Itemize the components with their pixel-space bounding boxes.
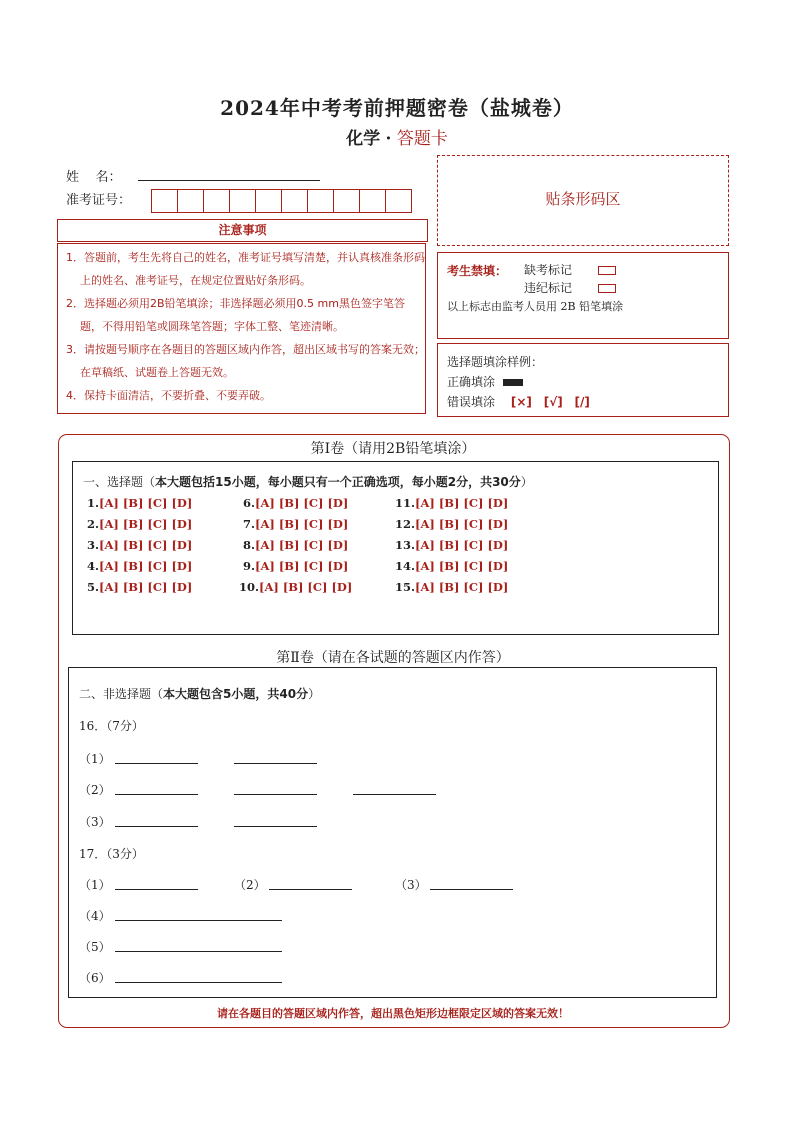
wrong-mark: [/] xyxy=(574,395,590,409)
correct-fill-label: 正确填涂 xyxy=(447,375,496,389)
wrong-mark: [√] xyxy=(543,395,563,409)
part2-block xyxy=(68,667,717,998)
mc-question-14 xyxy=(395,559,508,573)
section-title-detail: 本大题包括15小题，每小题只有一个正确选项，每小题2分，共30分 xyxy=(155,475,521,489)
absent-mark-box[interactable] xyxy=(598,266,616,275)
id-digit-box[interactable] xyxy=(307,189,334,213)
mc-question-5 xyxy=(87,580,192,594)
answer-line[interactable] xyxy=(234,826,317,827)
mc-options[interactable]: [A] [B] [C] [D] xyxy=(99,580,193,594)
fill-example-title: 选择题填涂样例： xyxy=(447,355,544,369)
sub-label: （2） xyxy=(234,878,266,892)
forbidden-note: 以上标志由监考人员用 2B 铅笔填涂 xyxy=(447,300,624,313)
barcode-area xyxy=(437,155,729,246)
sub-label: （5） xyxy=(79,940,111,954)
mc-question-11 xyxy=(395,496,508,510)
notes-header xyxy=(57,219,428,242)
id-digit-box[interactable] xyxy=(333,189,360,213)
mc-question-6 xyxy=(243,496,348,510)
mc-question-number: 5. xyxy=(87,580,100,594)
sub-label: （6） xyxy=(79,971,111,985)
answer-line[interactable] xyxy=(115,951,282,952)
mc-question-8 xyxy=(243,538,348,552)
page-title: 2024年中考考前押题密卷（盐城卷） xyxy=(220,96,574,120)
section-title-prefix: 二、非选择题（ xyxy=(79,687,164,701)
mc-question-number: 3. xyxy=(87,538,100,552)
mc-question-13 xyxy=(395,538,508,552)
mc-question-number: 1. xyxy=(87,496,100,510)
id-digit-box[interactable] xyxy=(255,189,282,213)
mc-question-number: 8. xyxy=(243,538,256,552)
exam-id-boxes[interactable] xyxy=(152,189,412,213)
mc-options[interactable]: [A] [B] [C] [D] xyxy=(415,517,509,531)
id-digit-box[interactable] xyxy=(203,189,230,213)
section-title-detail: 本大题包含5小题，共40分 xyxy=(163,687,309,701)
correct-fill-row xyxy=(447,373,523,390)
barcode-label: 贴条形码区 xyxy=(545,190,621,208)
question-17-label: 17．（3分） xyxy=(79,847,144,861)
mc-question-number: 12. xyxy=(395,517,416,531)
mc-options[interactable]: [A] [B] [C] [D] xyxy=(99,496,193,510)
forbidden-label: 考生禁填： xyxy=(447,264,508,278)
violation-mark-box[interactable] xyxy=(598,284,616,293)
notes-title: 注意事项 xyxy=(218,223,267,237)
question-16-label: 16．（7分） xyxy=(79,719,144,733)
note-item: 4．保持卡面清洁，不要折叠、不要弄破。 xyxy=(66,389,271,402)
mc-question-12 xyxy=(395,517,508,531)
mc-question-4 xyxy=(87,559,192,573)
page-subtitle xyxy=(0,124,794,149)
sub-label: （1） xyxy=(79,752,111,766)
sub-label: （4） xyxy=(79,909,111,923)
violation-label: 违纪标记 xyxy=(524,281,573,295)
mc-question-number: 10. xyxy=(239,580,260,594)
mc-question-number: 6. xyxy=(243,496,256,510)
correct-fill-sample xyxy=(503,379,523,386)
part1-title: 第Ⅰ卷（请用2B铅笔填涂） xyxy=(310,441,476,457)
mc-question-number: 2. xyxy=(87,517,100,531)
section-title-prefix: 一、选择题（ xyxy=(83,475,156,489)
name-label: 姓 名： xyxy=(66,170,122,185)
answer-line[interactable] xyxy=(115,794,198,795)
mc-question-1 xyxy=(87,496,192,510)
sub-label: （1） xyxy=(79,878,111,892)
part2-section-title xyxy=(79,685,320,702)
mc-question-number: 9. xyxy=(243,559,256,573)
answer-line[interactable] xyxy=(269,889,352,890)
mc-question-2 xyxy=(87,517,192,531)
part2-title: 第Ⅱ卷（请在各试题的答题区内作答） xyxy=(276,650,510,666)
id-digit-box[interactable] xyxy=(359,189,386,213)
section-title-suffix: ） xyxy=(308,687,321,701)
part1-section-title xyxy=(83,473,533,490)
mc-options[interactable]: [A] [B] [C] [D] xyxy=(99,559,193,573)
mc-options[interactable]: [A] [B] [C] [D] xyxy=(259,580,353,594)
answer-line[interactable] xyxy=(115,889,198,890)
mc-question-number: 13. xyxy=(395,538,416,552)
sub-label: （3） xyxy=(395,878,427,892)
answer-card-label: 答题卡 xyxy=(396,129,448,149)
mc-question-number: 15. xyxy=(395,580,416,594)
footer-warning: 请在各题目的答题区域内作答，超出黑色矩形边框限定区域的答案无效！ xyxy=(217,1007,569,1020)
wrong-mark: [×] xyxy=(510,395,532,409)
mc-options[interactable]: [A] [B] [C] [D] xyxy=(255,517,349,531)
fill-example-box xyxy=(437,343,729,417)
wrong-fill-label: 错误填涂 xyxy=(447,395,496,409)
violation-mark-row xyxy=(524,279,616,296)
mc-options[interactable]: [A] [B] [C] [D] xyxy=(99,517,193,531)
note-item: 2．选择题必须用2B铅笔填涂；非选择题必须用0.5 mm黑色签字笔答题，不得用铅笔或圆珠笔答题；字体工整、笔迹清晰。 xyxy=(66,297,405,333)
mc-question-7 xyxy=(243,517,348,531)
id-digit-box[interactable] xyxy=(281,189,308,213)
section-title-suffix: ） xyxy=(520,475,533,489)
answer-line[interactable] xyxy=(115,982,282,983)
mc-question-9 xyxy=(243,559,348,573)
answer-line[interactable] xyxy=(430,889,513,890)
name-field[interactable] xyxy=(138,180,320,181)
forbidden-box xyxy=(437,252,729,339)
answer-line[interactable] xyxy=(234,794,317,795)
wrong-fill-row xyxy=(447,393,590,410)
mc-options[interactable]: [A] [B] [C] [D] xyxy=(255,559,349,573)
answer-line[interactable] xyxy=(115,763,198,764)
mc-options[interactable]: [A] [B] [C] [D] xyxy=(255,496,349,510)
id-label: 准考证号： xyxy=(66,193,132,208)
part1-block xyxy=(72,461,719,635)
subtitle-separator: · xyxy=(385,129,392,149)
mc-options[interactable]: [A] [B] [C] [D] xyxy=(415,580,509,594)
subject-label: 化学 xyxy=(346,129,381,149)
sub-label: （3） xyxy=(79,815,111,829)
answer-line[interactable] xyxy=(115,826,198,827)
answer-line[interactable] xyxy=(353,794,436,795)
id-digit-box[interactable] xyxy=(177,189,204,213)
mc-options[interactable]: [A] [B] [C] [D] xyxy=(415,496,509,510)
id-digit-box[interactable] xyxy=(229,189,256,213)
mc-question-3 xyxy=(87,538,192,552)
mc-question-number: 7. xyxy=(243,517,256,531)
answer-line[interactable] xyxy=(234,763,317,764)
answer-line[interactable] xyxy=(115,920,282,921)
note-item: 3．请按题号顺序在各题目的答题区域内作答，超出区域书写的答案无效；在草稿纸、试题卷上答题无效。 xyxy=(66,343,425,379)
mc-question-number: 4. xyxy=(87,559,100,573)
note-item: 1．答题前，考生先将自己的姓名，准考证号填写清楚，并认真核准条形码上的姓名、准考证号，在规定位置贴好条形码。 xyxy=(66,251,425,287)
sub-label: （2） xyxy=(79,783,111,797)
mc-options[interactable]: [A] [B] [C] [D] xyxy=(99,538,193,552)
absent-mark-row xyxy=(524,261,616,278)
mc-question-15 xyxy=(395,580,508,594)
notes-body xyxy=(57,243,426,414)
mc-options[interactable]: [A] [B] [C] [D] xyxy=(415,559,509,573)
mc-options[interactable]: [A] [B] [C] [D] xyxy=(415,538,509,552)
mc-options[interactable]: [A] [B] [C] [D] xyxy=(255,538,349,552)
mc-question-10 xyxy=(239,580,352,594)
id-digit-box[interactable] xyxy=(385,189,412,213)
mc-question-number: 14. xyxy=(395,559,416,573)
mc-question-number: 11. xyxy=(395,496,416,510)
absent-label: 缺考标记 xyxy=(524,263,573,277)
id-digit-box[interactable] xyxy=(151,189,178,213)
